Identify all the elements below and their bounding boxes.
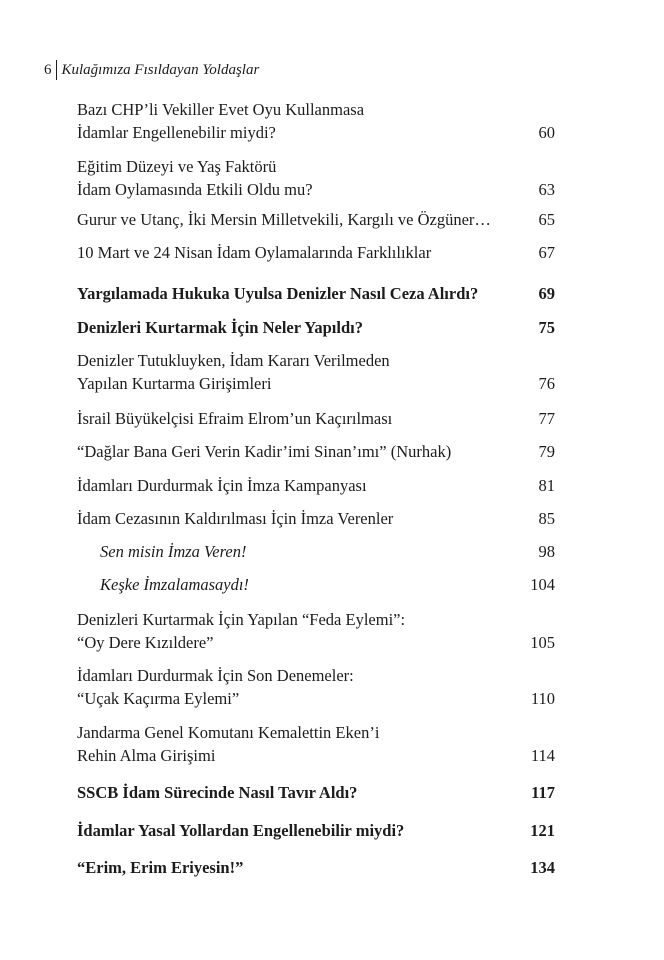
toc-entry-title: Gurur ve Utanç, İki Mersin Milletvekili, Kargılı ve Özgüner… (77, 210, 491, 229)
toc-entry-title: Sen misin İmza Veren! (100, 542, 247, 561)
toc-entry-page: 63 (538, 180, 555, 199)
toc-subentry (100, 540, 555, 563)
toc-entry-title: Denizler Tutukluyken, İdam Kararı Verilmeden Yapılan Kurtarma Girişimleri (77, 351, 390, 393)
toc-entry-page: 110 (530, 689, 555, 708)
page-number: 6 (44, 61, 52, 78)
toc-chapter-entry (77, 819, 555, 842)
toc-chapter-entry (77, 781, 555, 804)
toc-entry (77, 155, 555, 201)
toc-chapter-entry (77, 316, 555, 339)
toc-entry-title: Jandarma Genel Komutanı Kemalettin Eken’i Rehin Alma Girişimi (77, 723, 380, 765)
toc-chapter-entry (77, 856, 555, 879)
toc-entry (77, 664, 555, 710)
toc-entry-title: Denizleri Kurtarmak İçin Yapılan “Feda Eylemi”: “Oy Dere Kızıldere” (77, 610, 406, 652)
toc-entry-page: 85 (538, 509, 555, 528)
toc-entry-page: 79 (538, 442, 555, 461)
toc-entry-title: İdamları Durdurmak İçin Son Denemeler: “Uçak Kaçırma Eylemi” (77, 666, 354, 708)
toc-entry-title: Denizleri Kurtarmak İçin Neler Yapıldı? (77, 318, 363, 337)
toc-entry-page: 76 (538, 374, 555, 393)
toc-entry-page: 104 (530, 575, 555, 594)
toc-entry-title: Bazı CHP’li Vekiller Evet Oyu Kullanmasa İdamlar Engellenebilir miydi? (77, 100, 365, 142)
toc-entry-page: 60 (538, 123, 555, 142)
toc-chapter-entry (77, 282, 555, 305)
toc-entry-page: 67 (538, 243, 555, 262)
toc-entry-page: 77 (538, 409, 555, 428)
toc-entry-page: 65 (538, 210, 555, 229)
toc-entry-page: 117 (531, 783, 555, 802)
toc-entry-title: Eğitim Düzeyi ve Yaş Faktörü İdam Oylamasında Etkili Oldu mu? (77, 157, 313, 199)
toc-entry (77, 721, 555, 767)
toc-entry-title: İsrail Büyükelçisi Efraim Elrom’un Kaçırılması (77, 409, 393, 428)
toc-entry-page: 98 (538, 542, 555, 561)
toc-subentry (100, 573, 555, 596)
header-divider (56, 60, 57, 80)
toc-entry (77, 474, 555, 497)
book-title: Kulağımıza Fısıldayan Yoldaşlar (61, 61, 260, 78)
toc-entry-page: 114 (530, 746, 555, 765)
toc-entry-title: İdamları Durdurmak İçin İmza Kampanyası (77, 476, 367, 495)
toc-entry-title: SSCB İdam Sürecinde Nasıl Tavır Aldı? (77, 783, 358, 802)
toc-entry-title: 10 Mart ve 24 Nisan İdam Oylamalarında Farklılıklar (77, 243, 432, 262)
toc-entry-page: 75 (538, 318, 555, 337)
toc-entry (77, 349, 555, 395)
toc-entry (77, 440, 555, 463)
toc-entry-page: 105 (530, 633, 555, 652)
table-of-contents (77, 0, 555, 960)
toc-entry-title: İdam Cezasının Kaldırılması İçin İmza Verenler (77, 509, 394, 528)
toc-entry-title: “Dağlar Bana Geri Verin Kadir’imi Sinan’ımı” (Nurhak) (77, 442, 452, 461)
toc-entry (77, 98, 555, 144)
toc-entry-title: Keşke İmzalamasaydı! (100, 575, 249, 594)
toc-entry-title: Yargılamada Hukuka Uyulsa Denizler Nasıl Ceza Alırdı? (77, 284, 479, 303)
toc-entry (77, 608, 555, 654)
toc-entry (77, 507, 555, 530)
toc-entry (77, 241, 555, 264)
toc-entry-title: “Erim, Erim Eriyesin!” (77, 858, 244, 877)
toc-entry (77, 208, 555, 231)
toc-entry-page: 69 (538, 284, 555, 303)
toc-entry (77, 407, 555, 430)
toc-entry-page: 121 (530, 821, 555, 840)
toc-entry-page: 81 (538, 476, 555, 495)
toc-entry-title: İdamlar Yasal Yollardan Engellenebilir miydi? (77, 821, 405, 840)
toc-entry-page: 134 (530, 858, 555, 877)
